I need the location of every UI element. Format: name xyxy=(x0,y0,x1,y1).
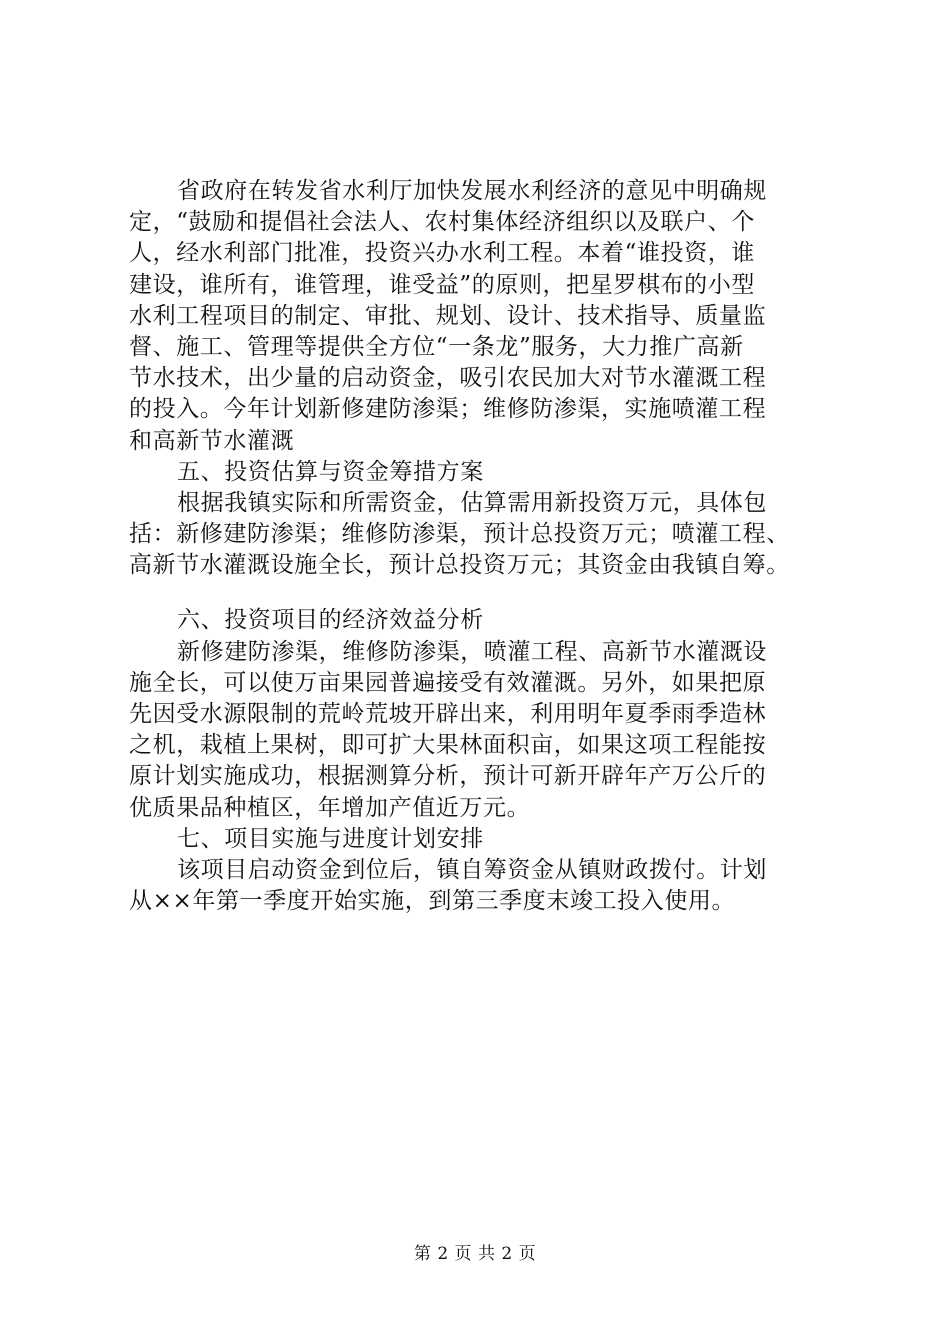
paragraph-line: 原计划实施成功，根据测算分析，预计可新开辟年产万公斤的 xyxy=(129,763,767,790)
paragraph-line: 督、施工、管理等提供全方位“一条龙”服务，大力推广高新 xyxy=(129,333,744,360)
paragraph-line: 从××年第一季度开始实施，到第三季度末竣工投入使用。 xyxy=(129,888,736,915)
paragraph-line: 省政府在转发省水利厅加快发展水利经济的意见中明确规 xyxy=(177,178,767,204)
section-heading: 五、投资估算与资金筹措方案 xyxy=(177,458,484,485)
paragraph-line: 建设，谁所有，谁管理，谁受益”的原则，把星罗棋布的小型 xyxy=(129,271,755,298)
paragraph-line: 水利工程项目的制定、审批、规划、设计、技术指导、质量监 xyxy=(129,302,767,329)
paragraph-line: 根据我镇实际和所需资金，估算需用新投资万元，具体包 xyxy=(177,489,767,516)
paragraph-line: 新修建防渗渠，维修防渗渠，喷灌工程、高新节水灌溉设 xyxy=(177,638,767,665)
paragraph-line: 和高新节水灌溉 xyxy=(129,427,295,454)
paragraph-line: 施全长，可以使万亩果园普遍接受有效灌溉。另外，如果把原 xyxy=(129,669,767,696)
paragraph-line: 定，“鼓励和提倡社会法人、农村集体经济组织以及联户、个 xyxy=(129,209,755,236)
section-heading: 七、项目实施与进度计划安排 xyxy=(177,825,484,852)
paragraph-line: 优质果品种植区，年增加产值近万元。 xyxy=(129,794,531,821)
paragraph-line: 之机，栽植上果树，即可扩大果林面积亩，如果这项工程能按 xyxy=(129,732,767,759)
section-heading: 六、投资项目的经济效益分析 xyxy=(177,607,484,634)
paragraph-line: 该项目启动资金到位后，镇自筹资金从镇财政拨付。计划 xyxy=(177,856,767,883)
paragraph-line: 人，经水利部门批准，投资兴办水利工程。本着“谁投资，谁 xyxy=(129,240,755,267)
page-footer: 第 2 页 共 2 页 xyxy=(413,1244,537,1264)
paragraph-line: 的投入。今年计划新修建防渗渠；维修防渗渠，实施喷灌工程 xyxy=(129,396,767,423)
paragraph-line: 高新节水灌溉设施全长，预计总投资万元；其资金由我镇自筹。 xyxy=(129,552,790,579)
paragraph-line: 节水技术，出少量的启动资金，吸引农民加大对节水灌溉工程 xyxy=(129,365,767,392)
paragraph-line: 先因受水源限制的荒岭荒坡开辟出来，利用明年夏季雨季造林 xyxy=(129,701,767,727)
document-body xyxy=(129,176,841,917)
paragraph-line: 括：新修建防渗渠；维修防渗渠，预计总投资万元；喷灌工程、 xyxy=(129,521,790,548)
paragraph-spacer xyxy=(129,581,841,605)
